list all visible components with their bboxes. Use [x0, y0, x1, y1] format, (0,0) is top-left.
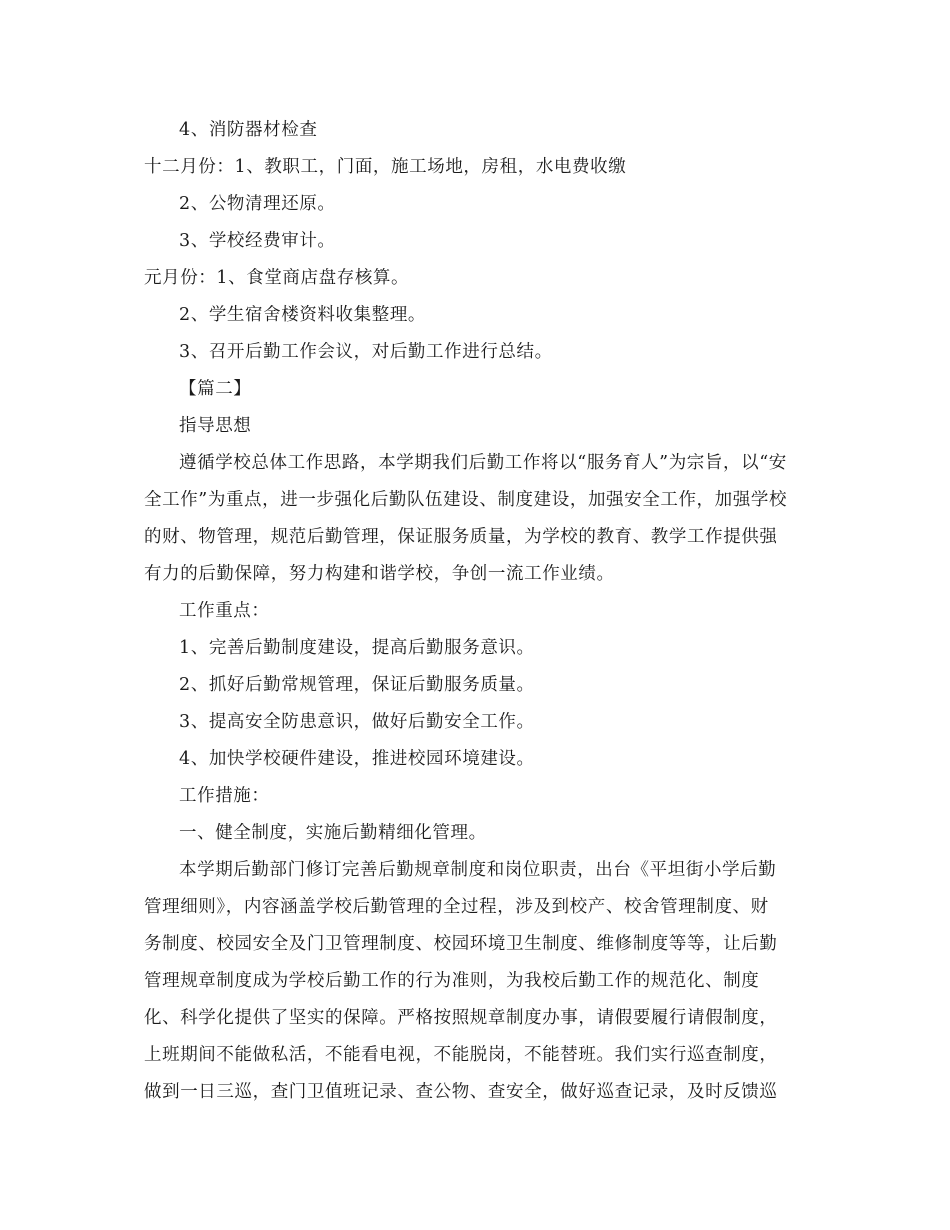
paragraph-line: 全工作”为重点，进一步强化后勤队伍建设、制度建设，加强安全工作，加强学校 — [144, 490, 788, 510]
text-line: 元月份：1、食堂商店盘存核算。 — [144, 268, 410, 288]
list-item: 2、抓好后勤常规管理，保证后勤服务质量。 — [179, 675, 535, 695]
paragraph-line: 管理规章制度成为学校后勤工作的行为准则，为我校后勤工作的规范化、制度 — [144, 971, 760, 991]
paragraph-line: 化、科学化提供了坚实的保障。严格按照规章制度办事，请假要履行请假制度， — [144, 1008, 778, 1028]
paragraph-guiding-thought — [144, 445, 804, 593]
section-heading: 【篇二】 — [179, 379, 252, 399]
paragraph-regulations — [144, 852, 804, 1111]
subheading: 工作措施： — [179, 786, 270, 806]
paragraph-line: 做到一日三巡，查门卫值班记录、查公物、查安全，做好巡查记录，及时反馈巡 — [144, 1082, 778, 1102]
paragraph-line: 的财、物管理，规范后勤管理，保证服务质量，为学校的教育、教学工作提供强 — [144, 527, 778, 547]
list-item: 4、加快学校硬件建设，推进校园环境建设。 — [179, 749, 535, 769]
document-page — [144, 112, 804, 1111]
paragraph-line: 上班期间不能做私活，不能看电视，不能脱岗，不能替班。我们实行巡查制度， — [144, 1045, 778, 1065]
text-line: 2、学生宿舍楼资料收集整理。 — [179, 305, 427, 325]
text-line: 十二月份：1、教职工，门面，施工场地，房租，水电费收缴 — [144, 157, 627, 177]
list-item: 3、提高安全防患意识，做好后勤安全工作。 — [179, 712, 535, 732]
paragraph-line: 有力的后勤保障，努力构建和谐学校，争创一流工作业绩。 — [144, 564, 615, 584]
text-line: 3、学校经费审计。 — [179, 231, 336, 251]
subheading: 指导思想 — [179, 416, 252, 436]
paragraph-line: 遵循学校总体工作思路，本学期我们后勤工作将以“服务育人”为宗旨，以“安 — [179, 453, 787, 473]
text-line: 2、公物清理还原。 — [179, 194, 336, 214]
subheading: 工作重点： — [179, 601, 270, 621]
text-line: 3、召开后勤工作会议，对后勤工作进行总结。 — [179, 342, 553, 362]
list-item: 一、健全制度，实施后勤精细化管理。 — [179, 823, 487, 843]
list-item: 1、完善后勤制度建设，提高后勤服务意识。 — [179, 638, 535, 658]
paragraph-line: 管理细则》，内容涵盖学校后勤管理的全过程，涉及到校产、校舍管理制度、财 — [144, 897, 769, 917]
paragraph-line: 务制度、校园安全及门卫管理制度、校园环境卫生制度、维修制度等等，让后勤 — [144, 934, 778, 954]
paragraph-line: 本学期后勤部门修订完善后勤规章制度和岗位职责，出台《平坦街小学后勤 — [179, 860, 777, 880]
text-line: 4、消防器材检查 — [179, 120, 318, 140]
